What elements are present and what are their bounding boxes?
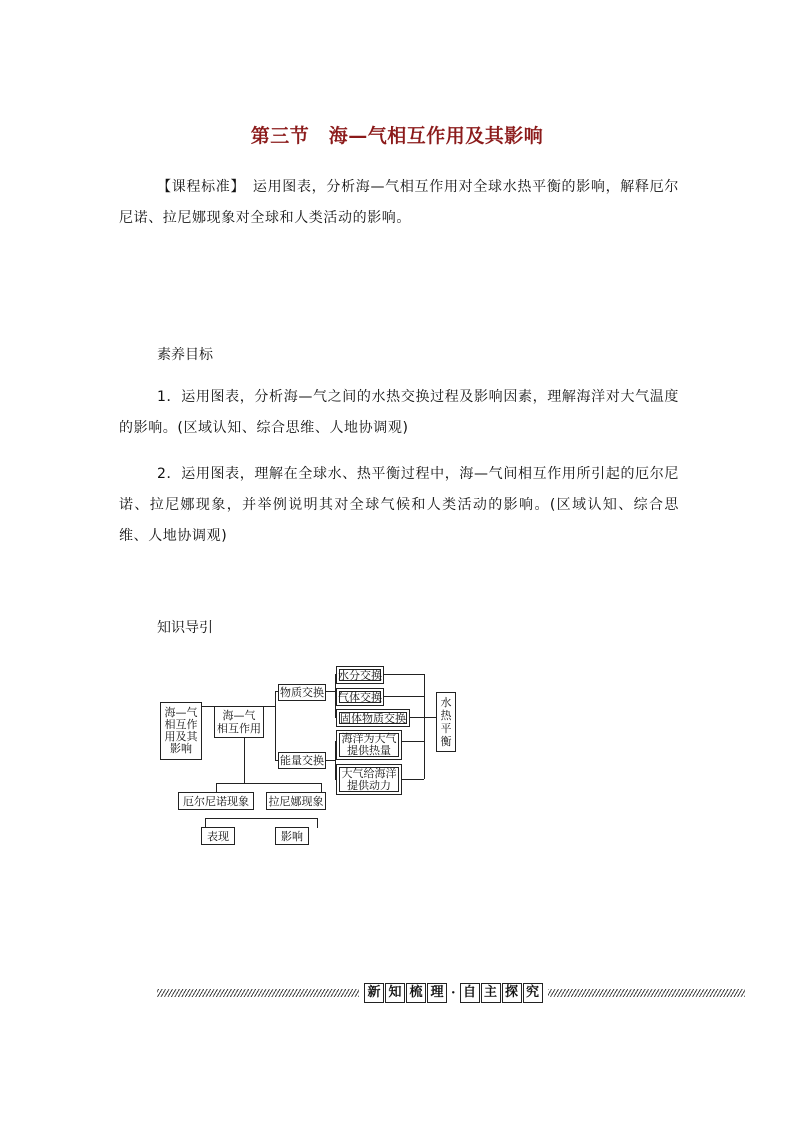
- impact-box: 影响: [275, 827, 309, 845]
- banner-separator: ·: [451, 985, 456, 1001]
- root-line-4: 影响: [170, 742, 192, 755]
- ocean-heat-line-2: 提供热量: [347, 744, 391, 757]
- banner-char: 新: [364, 983, 384, 1003]
- balance-char-2: 热: [440, 709, 452, 722]
- section-banner: [157, 983, 745, 1003]
- banner-char: 知: [385, 983, 405, 1003]
- ocean-heat-line-1: 海洋为大气: [341, 732, 397, 745]
- banner-char: 自: [460, 983, 480, 1003]
- banner-char: 探: [502, 983, 522, 1003]
- manifestation-box: 表现: [201, 827, 235, 845]
- la-nina-box: 拉尼娜现象: [266, 792, 326, 810]
- banner-hatch-right: [548, 989, 745, 997]
- diagram-root-box: [160, 702, 202, 760]
- gas-exchange-box: 气体交换: [336, 688, 384, 706]
- balance-char-3: 平: [440, 722, 452, 735]
- interaction-line-1: 海—气: [222, 709, 256, 722]
- el-nino-box: 厄尔尼诺现象: [178, 792, 254, 810]
- banner-hatch-left: [157, 989, 359, 997]
- banner-tag: [364, 983, 543, 1003]
- course-standard-text: 运用图表，分析海—气相互作用对全球水热平衡的影响，解释厄尔尼诺、拉尼娜现象对全球和人类活动的影响。: [119, 179, 679, 226]
- solid-exchange-box: 固体物质交换: [336, 709, 410, 727]
- ocean-heat-box: [336, 730, 402, 760]
- banner-char: 理: [427, 983, 447, 1003]
- goal-item-1: 1．运用图表，分析海—气之间的水热交换过程及影响因素，理解海洋对大气温度的影响。(区域认知、综合思维、人地协调观): [119, 389, 679, 436]
- energy-exchange-box: 能量交换: [280, 754, 324, 767]
- balance-box: [436, 692, 456, 752]
- goals-heading: 素养目标: [157, 347, 213, 363]
- air-power-box: [336, 764, 402, 795]
- water-exchange-box: 水分交换: [336, 666, 384, 684]
- interaction-box: [214, 706, 264, 738]
- banner-char: 究: [523, 983, 543, 1003]
- interaction-line-2: 相互作用: [217, 722, 261, 735]
- knowledge-diagram: [160, 662, 480, 852]
- root-line-2: 相互作: [164, 718, 198, 731]
- material-exchange-box: 物质交换: [280, 686, 324, 699]
- air-power-line-1: 大气给海洋: [341, 766, 397, 780]
- balance-char-1: 水: [440, 696, 452, 709]
- root-line-1: 海—气: [164, 706, 198, 719]
- page-title: 第三节 海—气相互作用及其影响: [250, 125, 544, 147]
- guide-heading: 知识导引: [157, 620, 213, 636]
- root-line-3: 用及其: [164, 730, 198, 743]
- air-power-line-2: 提供动力: [347, 778, 391, 792]
- course-standard: [119, 172, 679, 234]
- course-standard-label: 【课程标准】: [157, 179, 239, 195]
- goal-item-2: 2．运用图表，理解在全球水、热平衡过程中，海—气间相互作用所引起的厄尔尼诺、拉尼娜现象，并举例说明其对全球气候和人类活动的影响。(区域认知、综合思维、人地协调观): [119, 466, 679, 544]
- banner-char: 梳: [406, 983, 426, 1003]
- banner-char: 主: [481, 983, 501, 1003]
- balance-char-4: 衡: [440, 735, 452, 748]
